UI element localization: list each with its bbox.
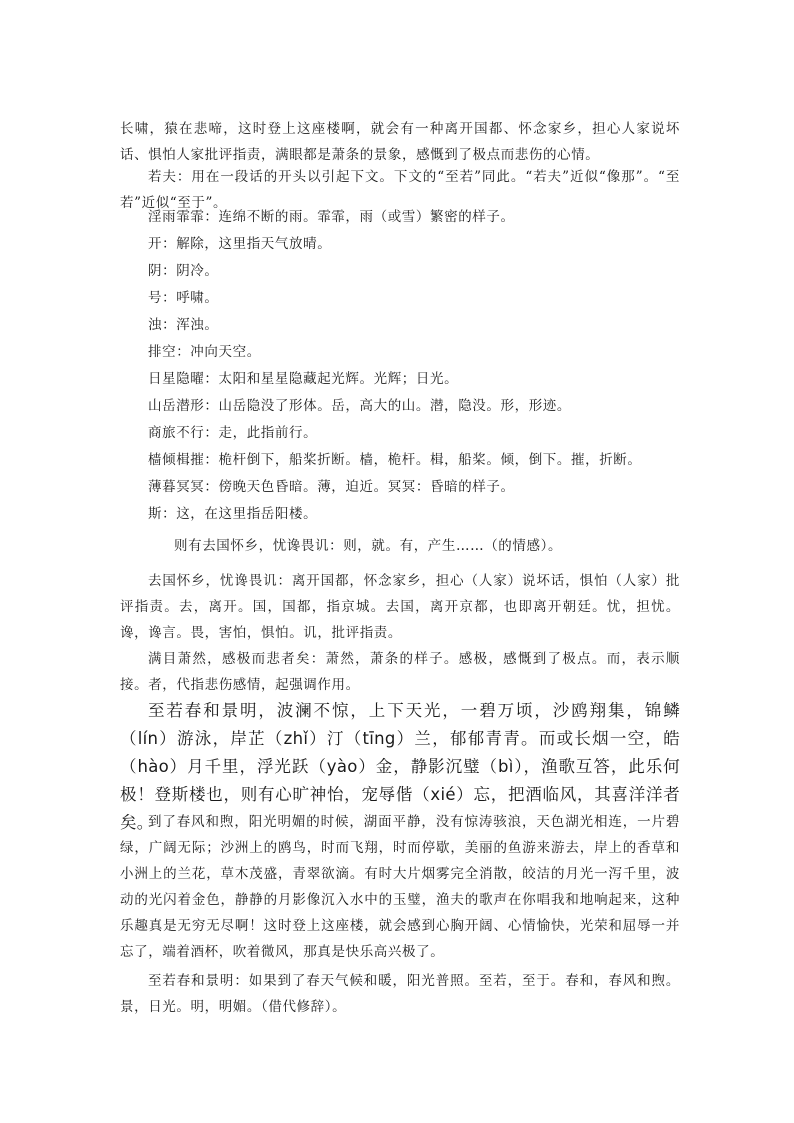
- note-quguo: 去国怀乡，忧谗畏讥：离开国都，怀念家乡，担心（人家）说坏话，惧怕（人家）批评指责。去，离开。国，国都，指京城。去国，离开京都，也即离开朝廷。忧，担忧。谗，谗言。畏，害怕，惧怕。讥，批评指责。: [120, 573, 680, 641]
- note-yin: 阴：阴冷。: [148, 263, 219, 279]
- note-yinyu: 淫雨霏霏：连绵不断的雨。霏霏，雨（或雪）繁密的样子。: [148, 209, 515, 225]
- note-si: 斯：这，在这里指岳阳楼。: [148, 506, 318, 522]
- note-bomu: 薄暮冥冥：傍晚天色昏暗。薄，迫近。冥冥：昏暗的样子。: [148, 479, 515, 495]
- note-zhiruo: 至若春和景明：如果到了春天气候和暖，阳光普照。至若，至于。春和，春风和煦。景，日光。明，明媚。（借代修辞）。: [120, 973, 680, 1015]
- note-manmu: 满目萧然，感极而悲者矣：萧然，萧条的样子。感极，感慨到了极点。而，表示顺接。者，代指悲伤感情，起强调作用。: [120, 651, 680, 693]
- note-kai: 开：解除，这里指天气放晴。: [148, 236, 332, 252]
- paragraph-translation-end: 长啸，猿在悲啼，这时登上这座楼啊，就会有一种离开国都、怀念家乡，担心人家说坏话、惧怕人家批评指责，满眼都是萧条的景象，感慨到了极点而悲伤的心情。: [120, 121, 680, 163]
- note-zhuo: 浊：浑浊。: [148, 317, 219, 333]
- note-shanglv: 商旅不行：走，此指前行。: [148, 425, 318, 441]
- note-qiangqing: 樯倾楫摧：桅杆倒下，船桨折断。樯，桅杆。楫，船桨。倾，倒下。摧，折断。: [148, 452, 642, 468]
- note-hao: 号：呼啸。: [148, 290, 219, 306]
- note-zeyou: 则有去国怀乡，忧谗畏讥：则，就。有，产生……（的情感）。: [174, 538, 563, 554]
- note-paikong: 排空：冲向天空。: [148, 344, 261, 360]
- note-ruofu: 若夫：用在一段话的开头以引起下文。下文的“至若”同此。“若夫”近似“像那”。“至若”近似“至于”。: [120, 169, 680, 211]
- paragraph-translation-spring: 到了春风和煦，阳光明媚的时候，湖面平静，没有惊涛骇浪，天色湖光相连，一片碧绿，广阔无际；沙洲上的鸥鸟，时而飞翔，时而停歇，美丽的鱼游来游去，岸上的香草和小洲上的兰花，草木茂盛，青翠欲滴。有时大片烟雾完全消散，皎洁的月光一泻千里，波动的光闪着金色，静静的月影像沉入水中的玉璧，渔夫的歌声在你唱我和地响起来，这种乐趣真是无穷无尽啊！这时登上这座楼，就会感到心胸开阔、心情愉快，光荣和屈辱一并忘了，端着酒杯，吹着微风，那真是快乐高兴极了。: [120, 814, 680, 960]
- note-shanyue: 山岳潜形：山岳隐没了形体。岳，高大的山。潜，隐没。形，形迹。: [148, 398, 571, 414]
- classical-text-paragraph: 至若春和景明，波澜不惊，上下天光，一碧万顷，沙鸥翔集，锦鳞（lín）游泳，岸芷（zhǐ）汀（tīng）兰，郁郁青青。而或长烟一空，皓（hào）月千里，浮光跃（yào）金，静影沉璧（bì），渔歌互答，此乐何极！登斯楼也，则有心旷神怡，宠辱偕（xié）忘，把酒临风，其喜洋洋者矣。: [120, 701, 680, 832]
- note-rixing: 日星隐曜：太阳和星星隐藏起光辉。光辉；日光。: [148, 371, 459, 387]
